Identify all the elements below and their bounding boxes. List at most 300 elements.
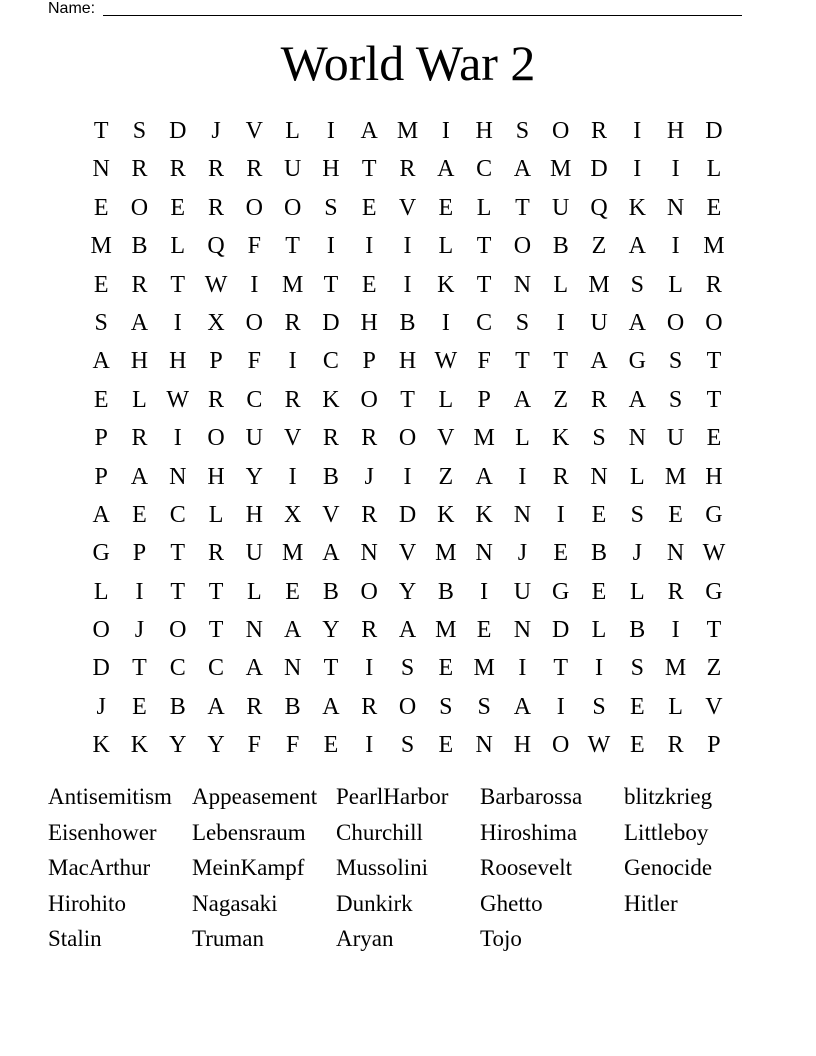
- grid-letter: E: [476, 617, 492, 644]
- grid-letter: U: [245, 425, 263, 452]
- grid-letter: I: [173, 425, 182, 452]
- word-bank-item: MacArthur: [48, 855, 151, 880]
- grid-letter: V: [705, 693, 723, 720]
- grid-letter: U: [666, 425, 685, 452]
- grid-letter: V: [437, 425, 455, 452]
- grid-letter: V: [322, 501, 340, 528]
- grid-letter: L: [629, 578, 645, 605]
- grid-letter: I: [326, 118, 335, 144]
- grid-letter: T: [208, 578, 224, 605]
- grid-letter: D: [398, 501, 417, 528]
- grid-letter: H: [245, 501, 263, 528]
- grid-letter: R: [361, 693, 378, 720]
- grid-letter: R: [399, 156, 416, 183]
- grid-letter: B: [591, 540, 608, 567]
- grid-letter: U: [283, 156, 302, 183]
- grid-letter: P: [209, 348, 223, 375]
- grid-letter: O: [552, 732, 570, 759]
- grid-letter: K: [92, 732, 110, 759]
- grid-letter: I: [365, 732, 374, 759]
- grid-letter: L: [132, 386, 147, 413]
- grid-letter: I: [135, 578, 144, 605]
- grid-letter: W: [204, 271, 228, 298]
- word-bank-item: Antisemitism: [48, 784, 172, 809]
- word-bank-item: PearlHarbor: [336, 784, 449, 809]
- grid-letter: L: [706, 156, 722, 183]
- grid-letter: T: [323, 655, 339, 682]
- grid-letter: I: [403, 271, 412, 298]
- grid-letter: S: [515, 118, 530, 144]
- grid-letter: O: [398, 693, 417, 720]
- grid-letter: M: [90, 233, 112, 260]
- grid-letter: T: [476, 271, 492, 298]
- grid-letter: O: [360, 386, 378, 413]
- page-title: World War 2: [280, 35, 536, 91]
- grid-letter: T: [706, 617, 722, 644]
- word-bank-item: Mussolini: [336, 855, 429, 880]
- grid-letter: E: [323, 732, 339, 759]
- grid-letter: W: [434, 348, 458, 375]
- word-bank-item: Roosevelt: [480, 855, 572, 880]
- grid-letter: J: [96, 693, 106, 720]
- grid-letter: T: [285, 233, 300, 260]
- grid-letter: C: [476, 156, 493, 183]
- grid-letter: A: [628, 386, 646, 413]
- grid-letter: E: [93, 194, 109, 221]
- grid-letter: W: [587, 732, 611, 759]
- grid-letter: L: [591, 617, 607, 644]
- grid-letter: S: [439, 693, 453, 720]
- grid-letter: I: [441, 118, 450, 144]
- word-bank-item: Hiroshima: [480, 819, 578, 845]
- grid-letter: B: [322, 578, 339, 605]
- grid-letter: L: [553, 271, 569, 298]
- name-label: Name:: [48, 0, 96, 17]
- grid-letter: O: [513, 233, 532, 260]
- grid-letter: F: [477, 348, 491, 375]
- grid-letter: F: [247, 348, 262, 375]
- grid-letter: R: [208, 194, 225, 221]
- grid-letter: E: [361, 271, 377, 298]
- word-bank-item: Hitler: [624, 890, 678, 916]
- grid-letter: R: [131, 425, 148, 452]
- grid-letter: N: [590, 463, 608, 490]
- grid-letter: D: [590, 156, 608, 183]
- grid-letter: A: [92, 348, 110, 375]
- grid-letter: H: [666, 118, 685, 144]
- grid-letter: E: [285, 578, 300, 605]
- grid-letter: B: [169, 693, 186, 720]
- grid-letter: M: [281, 540, 304, 567]
- grid-letter: Y: [245, 463, 263, 490]
- grid-letter: L: [515, 425, 530, 452]
- grid-letter: B: [552, 233, 569, 260]
- grid-letter: B: [131, 233, 148, 260]
- word-bank-item: Dunkirk: [336, 890, 413, 916]
- grid-letter: M: [473, 425, 495, 452]
- grid-letter: J: [211, 118, 221, 144]
- grid-letter: O: [92, 617, 110, 644]
- grid-letter: O: [705, 309, 723, 336]
- grid-letter: A: [513, 693, 532, 720]
- grid-letter: I: [288, 348, 297, 375]
- grid-letter: B: [284, 693, 301, 720]
- grid-letter: K: [437, 501, 455, 528]
- grid-letter: A: [283, 617, 302, 644]
- grid-letter: M: [664, 463, 687, 490]
- grid-letter: J: [517, 540, 528, 567]
- grid-letter: C: [169, 655, 186, 682]
- grid-letter: M: [396, 118, 419, 144]
- grid-letter: D: [705, 118, 723, 144]
- grid-letter: G: [92, 540, 110, 567]
- grid-letter: A: [628, 233, 646, 260]
- grid-letter: S: [132, 118, 147, 144]
- grid-letter: V: [283, 425, 302, 452]
- grid-letter: R: [284, 309, 301, 336]
- grid-letter: S: [400, 655, 415, 682]
- grid-letter: O: [169, 617, 187, 644]
- grid-letter: I: [671, 156, 680, 183]
- grid-letter: O: [552, 118, 570, 144]
- grid-letter: S: [94, 309, 108, 336]
- grid-letter: M: [435, 617, 457, 644]
- grid-letter: A: [398, 617, 417, 644]
- grid-letter: R: [591, 118, 608, 144]
- grid-letter: C: [322, 348, 339, 375]
- grid-letter: I: [556, 693, 565, 720]
- grid-letter: H: [475, 118, 493, 144]
- grid-letter: I: [173, 309, 182, 336]
- grid-letter: S: [630, 655, 644, 682]
- grid-letter: E: [706, 425, 722, 452]
- grid-letter: N: [475, 732, 493, 759]
- grid-letter: C: [208, 655, 225, 682]
- grid-letter: I: [518, 655, 527, 682]
- grid-letter: Y: [169, 732, 187, 759]
- grid-letter: A: [322, 540, 340, 567]
- grid-letter: E: [629, 693, 645, 720]
- grid-letter: S: [400, 732, 415, 759]
- grid-letter: N: [513, 501, 532, 528]
- grid-letter: R: [131, 271, 148, 298]
- grid-letter: U: [552, 194, 570, 221]
- grid-letter: Z: [553, 386, 569, 413]
- grid-letter: T: [170, 271, 186, 298]
- word-bank-item: Littleboy: [624, 819, 709, 845]
- grid-letter: T: [553, 348, 569, 375]
- grid-letter: S: [515, 309, 530, 336]
- word-bank-item: Appeasement: [192, 784, 318, 809]
- grid-letter: C: [476, 309, 493, 336]
- grid-letter: I: [441, 309, 450, 336]
- grid-letter: T: [132, 655, 147, 682]
- grid-letter: A: [130, 309, 149, 336]
- grid-letter: H: [398, 348, 417, 375]
- grid-letter: A: [245, 655, 263, 682]
- grid-letter: B: [399, 309, 416, 336]
- grid-letter: M: [473, 655, 495, 682]
- grid-letter: X: [283, 501, 302, 528]
- grid-letter: P: [362, 348, 376, 375]
- grid-letter: E: [93, 386, 109, 413]
- grid-letter: P: [707, 732, 721, 759]
- grid-letter: R: [169, 156, 186, 183]
- grid-letter: A: [92, 501, 110, 528]
- grid-letter: L: [668, 693, 683, 720]
- word-bank-item: blitzkrieg: [624, 784, 713, 809]
- grid-letter: H: [322, 156, 340, 183]
- grid-letter: M: [435, 540, 457, 567]
- grid-letter: L: [170, 233, 186, 260]
- grid-letter: O: [245, 309, 263, 336]
- grid-letter: N: [628, 425, 646, 452]
- grid-letter: I: [365, 655, 374, 682]
- grid-letter: J: [364, 463, 374, 490]
- grid-letter: F: [247, 732, 262, 759]
- grid-letter: L: [438, 233, 454, 260]
- grid-letter: G: [552, 578, 570, 605]
- grid-letter: N: [92, 156, 110, 183]
- grid-letter: O: [245, 194, 263, 221]
- grid-letter: I: [326, 233, 335, 260]
- grid-letter: O: [666, 309, 685, 336]
- grid-letter: O: [130, 194, 149, 221]
- grid-letter: S: [592, 693, 606, 720]
- grid-letter: T: [170, 540, 186, 567]
- grid-letter: T: [400, 386, 415, 413]
- name-underline: [103, 15, 742, 16]
- grid-letter: A: [360, 118, 378, 144]
- grid-letter: R: [246, 156, 263, 183]
- grid-letter: Z: [438, 463, 454, 490]
- grid-letter: M: [664, 655, 687, 682]
- grid-letter: R: [667, 732, 684, 759]
- grid-letter: E: [361, 194, 377, 221]
- grid-letter: L: [668, 271, 683, 298]
- grid-letter: P: [132, 540, 147, 567]
- grid-letter: R: [208, 540, 225, 567]
- name-field-row: [48, 0, 742, 18]
- grid-letter: R: [361, 501, 378, 528]
- grid-letter: L: [93, 578, 109, 605]
- word-bank: [48, 779, 768, 957]
- grid-letter: I: [250, 271, 259, 298]
- word-bank-item: Eisenhower: [48, 819, 157, 845]
- grid-letter: B: [437, 578, 454, 605]
- grid-letter: G: [628, 348, 646, 375]
- grid-letter: I: [403, 233, 412, 260]
- grid-letter: U: [245, 540, 263, 567]
- grid-letter: Q: [207, 233, 225, 260]
- grid-letter: E: [668, 501, 683, 528]
- grid-letter: I: [595, 655, 603, 682]
- word-bank-item: Tojo: [480, 926, 522, 951]
- grid-letter: N: [245, 617, 263, 644]
- grid-letter: L: [438, 386, 454, 413]
- grid-letter: R: [552, 463, 569, 490]
- grid-letter: R: [667, 578, 684, 605]
- grid-letter: W: [166, 386, 190, 413]
- grid-letter: E: [591, 501, 607, 528]
- word-bank-item: Genocide: [624, 855, 713, 880]
- grid-letter: J: [134, 617, 145, 644]
- grid-letter: B: [629, 617, 646, 644]
- grid-letter: A: [130, 463, 149, 490]
- word-bank-item: Hirohito: [48, 890, 126, 916]
- grid-letter: R: [208, 386, 225, 413]
- letter-grid: [82, 112, 733, 765]
- grid-letter: I: [480, 578, 489, 605]
- word-bank-item: Ghetto: [480, 890, 543, 916]
- grid-letter: R: [208, 156, 225, 183]
- grid-letter: H: [360, 309, 378, 336]
- grid-letter: T: [476, 233, 492, 260]
- grid-letter: E: [93, 271, 109, 298]
- grid-letter: R: [361, 617, 378, 644]
- word-bank-item: Churchill: [336, 819, 423, 845]
- grid-letter: Z: [706, 655, 722, 682]
- grid-letter: D: [322, 309, 340, 336]
- grid-letter: V: [398, 540, 417, 567]
- grid-letter: O: [283, 194, 302, 221]
- grid-letter: K: [552, 425, 570, 452]
- grid-letter: T: [553, 655, 569, 682]
- grid-letter: K: [475, 501, 493, 528]
- word-bank-item: Aryan: [336, 926, 394, 951]
- grid-letter: D: [92, 655, 110, 682]
- grid-letter: A: [475, 463, 493, 490]
- grid-letter: T: [361, 156, 377, 183]
- grid-letter: Q: [590, 194, 608, 221]
- grid-letter: A: [513, 386, 532, 413]
- grid-letter: A: [207, 693, 225, 720]
- grid-letter: R: [591, 386, 608, 413]
- grid-letter: U: [590, 309, 608, 336]
- grid-letter: N: [283, 655, 302, 682]
- grid-letter: R: [246, 693, 263, 720]
- grid-letter: L: [476, 194, 492, 221]
- grid-letter: Z: [591, 233, 607, 260]
- grid-letter: L: [247, 578, 262, 605]
- grid-letter: S: [630, 271, 644, 298]
- grid-letter: R: [131, 156, 148, 183]
- grid-letter: T: [93, 118, 109, 144]
- grid-letter: G: [705, 501, 723, 528]
- grid-letter: S: [630, 501, 644, 528]
- grid-letter: N: [513, 271, 532, 298]
- grid-letter: K: [628, 194, 646, 221]
- grid-letter: H: [169, 348, 187, 375]
- grid-letter: A: [513, 156, 532, 183]
- grid-letter: E: [170, 194, 186, 221]
- grid-letter: J: [632, 540, 642, 567]
- grid-letter: A: [322, 693, 340, 720]
- grid-letter: Y: [322, 617, 340, 644]
- grid-letter: P: [477, 386, 491, 413]
- grid-letter: T: [706, 386, 722, 413]
- grid-letter: D: [169, 118, 187, 144]
- grid-letter: I: [365, 233, 374, 260]
- grid-letter: G: [705, 578, 723, 605]
- grid-letter: M: [588, 271, 610, 298]
- grid-letter: K: [437, 271, 455, 298]
- grid-letter: P: [94, 463, 108, 490]
- grid-letter: K: [322, 386, 340, 413]
- grid-letter: A: [437, 156, 455, 183]
- grid-letter: I: [288, 463, 297, 490]
- word-bank-item: Barbarossa: [480, 784, 583, 809]
- grid-letter: E: [553, 540, 569, 567]
- grid-letter: E: [438, 655, 454, 682]
- grid-letter: R: [284, 386, 301, 413]
- grid-letter: I: [556, 501, 565, 528]
- grid-letter: S: [668, 386, 683, 413]
- grid-letter: N: [513, 617, 532, 644]
- grid-letter: S: [668, 348, 683, 375]
- word-bank-item: MeinKampf: [192, 855, 305, 880]
- grid-letter: I: [403, 463, 412, 490]
- grid-letter: H: [130, 348, 149, 375]
- grid-letter: H: [705, 463, 723, 490]
- grid-letter: O: [207, 425, 225, 452]
- grid-letter: I: [556, 309, 565, 336]
- grid-letter: V: [245, 118, 263, 144]
- grid-letter: K: [130, 732, 149, 759]
- grid-letter: A: [590, 348, 608, 375]
- grid-letter: A: [628, 309, 646, 336]
- grid-letter: T: [170, 578, 186, 605]
- grid-letter: F: [285, 732, 300, 759]
- grid-letter: L: [629, 463, 645, 490]
- grid-letter: E: [132, 501, 147, 528]
- grid-letter: R: [322, 425, 339, 452]
- grid-letter: I: [633, 118, 642, 144]
- grid-letter: N: [169, 463, 187, 490]
- grid-letter: U: [513, 578, 532, 605]
- grid-letter: L: [285, 118, 300, 144]
- grid-letter: N: [360, 540, 378, 567]
- grid-letter: O: [398, 425, 417, 452]
- grid-letter: R: [705, 271, 722, 298]
- grid-letter: P: [94, 425, 108, 452]
- grid-letter: T: [515, 348, 530, 375]
- grid-letter: V: [398, 194, 417, 221]
- grid-letter: I: [633, 156, 642, 183]
- grid-letter: Y: [207, 732, 225, 759]
- grid-letter: M: [281, 271, 304, 298]
- grid-letter: F: [247, 233, 262, 260]
- grid-letter: E: [438, 732, 454, 759]
- grid-letter: E: [591, 578, 607, 605]
- word-bank-item: Lebensraum: [192, 819, 306, 845]
- grid-letter: N: [666, 540, 685, 567]
- grid-letter: T: [208, 617, 224, 644]
- grid-letter: Y: [398, 578, 417, 605]
- grid-letter: M: [703, 233, 725, 260]
- grid-letter: W: [702, 540, 726, 567]
- grid-letter: I: [518, 463, 527, 490]
- grid-letter: I: [671, 233, 680, 260]
- grid-letter: R: [361, 425, 378, 452]
- grid-letter: S: [477, 693, 491, 720]
- grid-letter: C: [246, 386, 263, 413]
- word-bank-item: Nagasaki: [192, 890, 278, 916]
- grid-letter: D: [552, 617, 570, 644]
- grid-letter: N: [475, 540, 493, 567]
- grid-letter: E: [132, 693, 147, 720]
- grid-letter: I: [671, 617, 680, 644]
